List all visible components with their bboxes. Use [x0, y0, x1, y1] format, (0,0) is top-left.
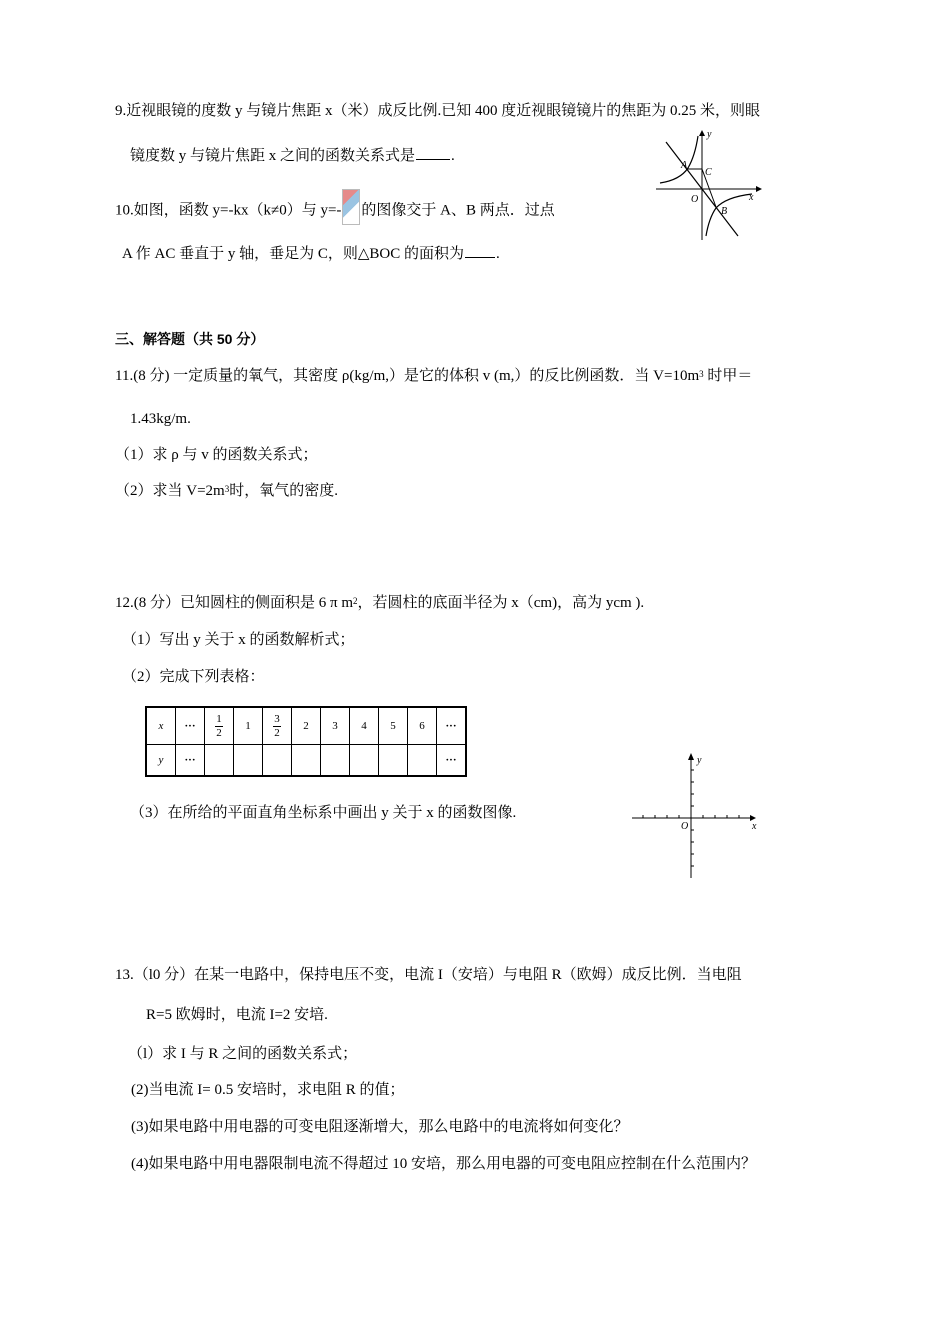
q12-part3: （3）在所给的平面直角坐标系中画出 y 关于 x 的函数图像.	[130, 805, 517, 821]
label-x: x	[749, 192, 754, 203]
section-title: 三、解答题（共 50 分）	[115, 331, 265, 347]
label-B: B	[721, 206, 728, 217]
q13-part1: （l）求 I 与 R 之间的函数关系式；	[128, 1046, 358, 1062]
q13-line1: 13.（l0 分）在某一电路中，保持电压不变，电流 I（安培）与电阻 R（欧姆）成反比例．当电阻	[115, 967, 742, 983]
x-cell: 5	[379, 707, 408, 745]
q11-line2: 1.43kg/m.	[130, 411, 191, 427]
row-label-y: y	[146, 745, 176, 777]
x-cell	[205, 707, 234, 745]
label-y: y	[707, 129, 712, 140]
label-A: A	[681, 160, 688, 171]
y-input-cell[interactable]	[408, 745, 437, 777]
x-axis-arrow	[756, 186, 762, 192]
q10-figure	[652, 128, 762, 240]
q12-coordinate-axes	[630, 752, 762, 880]
q9-line1: 9.近视眼镜的度数 y 与镜片焦距 x（米）成反比例.已知 400 度近视眼镜镜片的焦距为 0.25 米，则眼	[115, 103, 761, 119]
label-O: O	[691, 194, 699, 205]
value-table	[145, 706, 467, 777]
table-row-y	[146, 745, 466, 777]
ellipsis-cell: ···	[176, 745, 205, 777]
x-cell: 4	[350, 707, 379, 745]
q11-part1: （1）求 ρ 与 v 的函数关系式；	[115, 447, 318, 463]
y-axis-arrow	[688, 753, 694, 760]
label-O: O	[681, 821, 689, 832]
q9-line2: 镜度数 y 与镜片焦距 x 之间的函数关系式是 .	[130, 145, 455, 166]
y-input-cell[interactable]	[263, 745, 292, 777]
ellipsis-cell: ···	[437, 707, 467, 745]
q13-line2: R=5 欧姆时，电流 I=2 安培.	[146, 1007, 328, 1023]
q10-line1: 10.如图，函数 y=-kx（k≠0）与 y=- 的图像交于 A、B 两点．过点	[115, 193, 555, 229]
q10-line2: A 作 AC 垂直于 y 轴，垂足为 C，则△BOC 的面积为 .	[122, 243, 500, 264]
label-y: y	[697, 755, 702, 766]
x-cell: 6	[408, 707, 437, 745]
ellipsis-cell: ···	[176, 707, 205, 745]
x-cell: 2	[292, 707, 321, 745]
x-cell	[263, 707, 292, 745]
row-label-x: x	[146, 707, 176, 745]
answer-blank[interactable]	[465, 243, 495, 258]
y-input-cell[interactable]	[321, 745, 350, 777]
fraction-image-placeholder	[342, 189, 360, 225]
answer-blank[interactable]	[416, 145, 450, 160]
q12-part1: （1）写出 y 关于 x 的函数解析式；	[122, 632, 355, 648]
x-cell: 3	[321, 707, 350, 745]
q12-part2: （2）完成下列表格：	[122, 669, 265, 685]
y-input-cell[interactable]	[350, 745, 379, 777]
y-input-cell[interactable]	[234, 745, 263, 777]
q13-part3: (3)如果电路中用电器的可变电阻逐渐增大，那么电路中的电流将如何变化？	[131, 1119, 629, 1135]
ellipsis-cell: ···	[437, 745, 467, 777]
y-axis-arrow	[699, 130, 705, 136]
fraction-three-halves: $\frac{3}{2}$	[274, 712, 280, 739]
label-C: C	[705, 167, 712, 178]
y-input-cell[interactable]	[292, 745, 321, 777]
label-x: x	[752, 821, 757, 832]
y-input-cell[interactable]	[205, 745, 234, 777]
q11-line1: 11.(8 分) 一定质量的氧气，其密度 ρ(kg/m,）是它的体积 v (m,）的反比例函数．当 $V=10m^3$ 时甲＝	[115, 368, 753, 384]
q13-part2: (2)当电流 I= 0.5 安培时，求电阻 R 的值；	[131, 1082, 405, 1098]
q13-part4: (4)如果电路中用电器限制电流不得超过 10 安培，那么用电器的可变电阻应控制在什么范围内？	[131, 1156, 756, 1172]
hyperbola-branch-right	[706, 194, 752, 236]
x-cell: 1	[234, 707, 263, 745]
q12-line1: 12.(8 分）已知圆柱的侧面积是 6 π $m^2$，若圆柱的底面半径为 x（cm)，高为 ycm ).	[115, 595, 645, 611]
y-input-cell[interactable]	[379, 745, 408, 777]
q11-part2: （2）求当 $V=2m^3$时，氧气的密度.	[115, 483, 338, 499]
fraction-one-half: $\frac{1}{2}$	[216, 712, 222, 739]
table-row-x	[146, 707, 466, 745]
